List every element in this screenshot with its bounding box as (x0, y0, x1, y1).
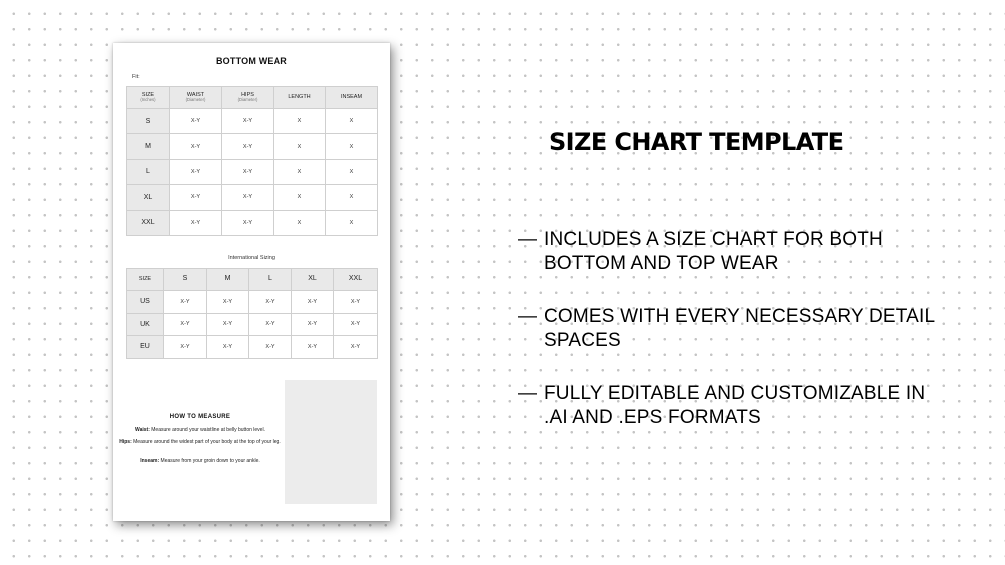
sheet-title: BOTTOM WEAR (215, 56, 288, 66)
headline: SIZE CHART TEMPLATE (549, 128, 844, 156)
dash-bullet: — (518, 383, 537, 404)
table-cell: X-Y (170, 210, 222, 235)
table-row (127, 185, 378, 210)
feature-text: INCLUDES A SIZE CHART FOR BOTH BOTTOM AND TOP WEAR (544, 229, 883, 274)
table-cell: X (326, 159, 378, 184)
table-row (127, 210, 378, 235)
column-header: XL (292, 269, 334, 291)
feature-item (518, 382, 978, 430)
table-cell: X-Y (292, 313, 334, 336)
table-cell: X-Y (164, 291, 207, 314)
table-row (127, 134, 378, 159)
table-cell: X-Y (222, 134, 274, 159)
table-cell: X-Y (170, 159, 222, 184)
table-cell: X-Y (170, 134, 222, 159)
table-cell: X-Y (334, 291, 378, 314)
dash-bullet: — (518, 306, 537, 327)
column-header: M (207, 269, 249, 291)
waist-instruction: Waist: Measure around your waistline at belly button level. (135, 427, 265, 433)
column-header: LENGTH (274, 87, 326, 109)
bottom-wear-size-table (126, 86, 378, 236)
table-cell: X-Y (222, 109, 274, 134)
column-header: INSEAM (326, 87, 378, 109)
image-placeholder (285, 380, 377, 504)
column-header: XXL (334, 269, 378, 291)
feature-text: COMES WITH EVERY NECESSARY DETAIL SPACES (544, 306, 935, 351)
table-cell: X (274, 159, 326, 184)
column-header: WAIST (Diameter) (170, 87, 222, 109)
row-label: L (127, 159, 170, 184)
table-cell: X (274, 185, 326, 210)
international-sizing-table (126, 268, 378, 359)
feature-text: FULLY EDITABLE AND CUSTOMIZABLE IN .AI AND .EPS FORMATS (544, 383, 926, 428)
hips-instruction: Hips: Measure around the widest part of your body at the top of your leg. (119, 439, 281, 445)
how-to-measure-title: HOW TO MEASURE (169, 414, 231, 420)
column-header: SIZE (Inches) (127, 87, 170, 109)
row-label: M (127, 134, 170, 159)
table-cell: X-Y (222, 159, 274, 184)
column-header: S (164, 269, 207, 291)
table-cell: X (326, 109, 378, 134)
table-row (127, 291, 378, 314)
table-cell: X (326, 210, 378, 235)
column-header: HIPS (Diameter) (222, 87, 274, 109)
table-row (127, 336, 378, 359)
table-row (127, 109, 378, 134)
inseam-instruction: Inseam: Measure from your groin down to your ankle. (140, 458, 260, 464)
table-cell: X-Y (249, 336, 292, 359)
table-cell: X-Y (292, 336, 334, 359)
table-cell: X-Y (334, 336, 378, 359)
table-cell: X (326, 185, 378, 210)
table-row (127, 313, 378, 336)
feature-item (518, 228, 978, 276)
table-row (127, 159, 378, 184)
table-cell: X-Y (170, 109, 222, 134)
row-label: UK (127, 313, 164, 336)
row-label: XXL (127, 210, 170, 235)
table-cell: X (274, 210, 326, 235)
table-cell: X (326, 134, 378, 159)
table-cell: X-Y (292, 291, 334, 314)
size-chart-sheet (113, 43, 390, 521)
dash-bullet: — (518, 229, 537, 250)
table-cell: X (274, 109, 326, 134)
row-label: XL (127, 185, 170, 210)
table-cell: X-Y (164, 336, 207, 359)
table-cell: X-Y (207, 291, 249, 314)
column-header: L (249, 269, 292, 291)
row-label: EU (127, 336, 164, 359)
column-header: SIZE (127, 269, 164, 291)
table-cell: X (274, 134, 326, 159)
row-label: US (127, 291, 164, 314)
table-cell: X-Y (222, 210, 274, 235)
fit-label: Fit: (132, 74, 140, 80)
table-cell: X-Y (222, 185, 274, 210)
table-cell: X-Y (170, 185, 222, 210)
international-sizing-caption: International Sizing (228, 255, 275, 261)
row-label: S (127, 109, 170, 134)
table-cell: X-Y (249, 313, 292, 336)
table-cell: X-Y (334, 313, 378, 336)
table-cell: X-Y (164, 313, 207, 336)
table-cell: X-Y (249, 291, 292, 314)
feature-item (518, 305, 978, 353)
table-cell: X-Y (207, 313, 249, 336)
table-header-row (127, 87, 378, 109)
table-cell: X-Y (207, 336, 249, 359)
table-header-row (127, 269, 378, 291)
